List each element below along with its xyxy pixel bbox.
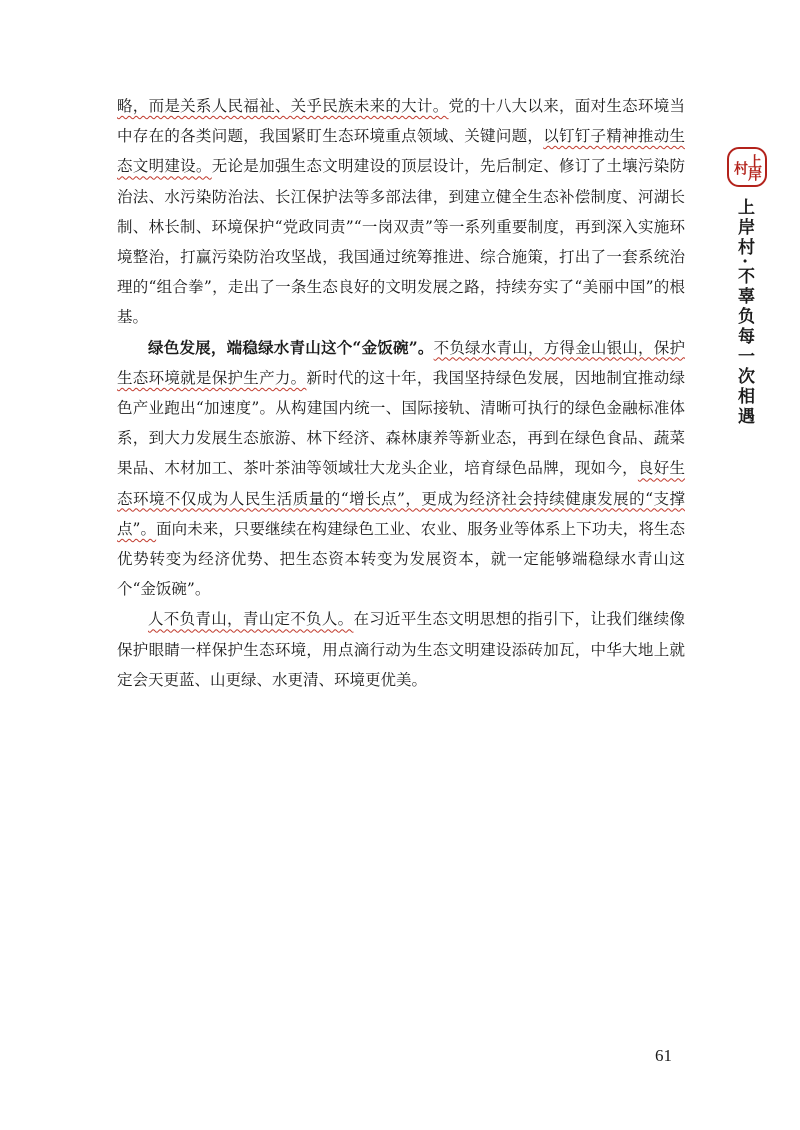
highlight-sentence: 略，而是关系人民福祉、关乎民族未来的大计。 — [117, 97, 449, 115]
highlight-sentence: 以钉钉子精神推动生态文明建设。 — [117, 127, 685, 176]
paragraph-2 — [117, 333, 685, 605]
paragraph-1 — [117, 91, 685, 333]
highlight-sentence: 人不负青山，青山定不负人。 — [148, 610, 354, 629]
page-number: 61 — [655, 1046, 672, 1065]
text-segment: 在习近平生态文明思想的指引下，让我们继续像保护眼睛一样保护生态环境，用点滴行动为生态文明建设添砖加瓦，中华大地上就定会天更蓝、山更绿、水更清、环境更优美。 — [117, 610, 685, 689]
text-segment: 无论是加强生态文明建设的顶层设计，先后制定、修订了土壤污染防治法、水污染防治法、长江保护法等多部法律，到建立健全生态补偿制度、河湖长制、林长制、环境保护“党政同责”“一岗双责”等一系列重要制度，再到深入实施环境整治，打赢污染防治攻坚战，我国通过统筹推进、综合施策，打出了一套系统治理的“组合拳”，走出了一条生态良好的文明发展之路，持续夯实了“美丽中国”的根基。 — [117, 157, 685, 327]
article-body — [117, 91, 685, 695]
seal-logo — [727, 147, 767, 187]
text-segment: 新时代的这十年，我国坚持绿色发展，因地制宜推动绿色产业跑出“加速度”。从构建国内统一、国际接轨、清晰可执行的绿色金融标准体系，到大力发展生态旅游、林下经济、森林康养等新业态，再到在绿色食品、蔬菜果品、木材加工、茶叶茶油等领域壮大龙头企业，培育绿色品牌，现如今， — [117, 368, 685, 478]
text-segment: 党的十八大以来，面对生态环境当中存在的各类问题，我国紧盯生态环境重点领域、关键问题， — [117, 97, 685, 146]
section-heading: 绿色发展，端稳绿水青山这个“金饭碗”。 — [148, 337, 434, 357]
text-segment: 面向未来，只要继续在构建绿色工业、农业、服务业等体系上下功夫，将生态优势转变为经济优势、把生态资本转变为发展资本，就一定能够端稳绿水青山这个“金饭碗”。 — [117, 519, 685, 599]
seal-text: 上岸村 — [732, 154, 762, 180]
highlight-sentence: 良好生态环境不仅成为人民生活质量的“增长点”，更成为经济社会持续健康发展的“支撑点”。 — [117, 459, 685, 538]
sidebar-slogan: 上岸村·不辜负每一次相遇 — [734, 198, 754, 427]
highlight-sentence: 不负绿水青山，方得金山银山，保护生态环境就是保护生产力。 — [117, 338, 685, 387]
paragraph-3 — [117, 604, 685, 695]
